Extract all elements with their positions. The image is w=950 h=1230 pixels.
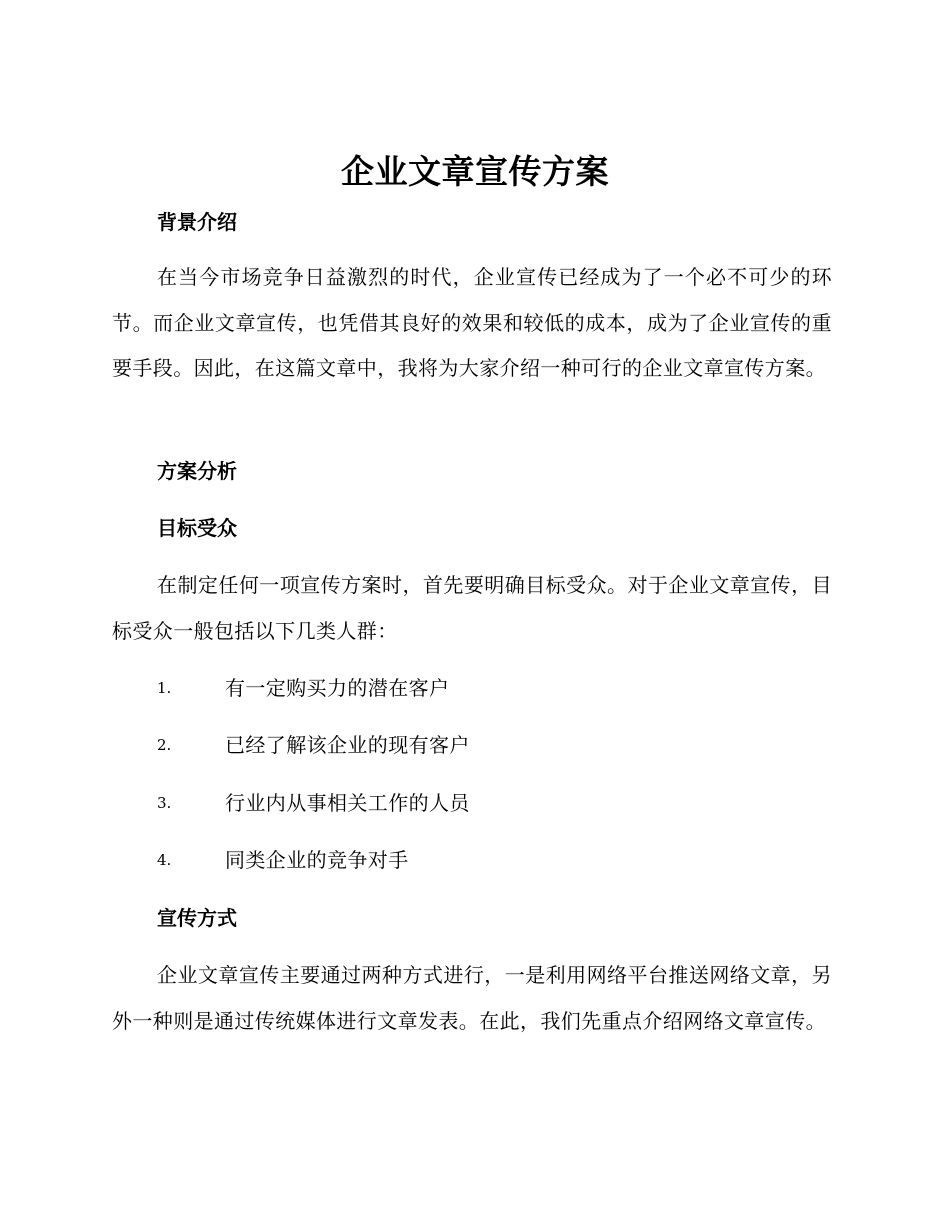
section-heading-background: 背景介绍: [157, 210, 237, 234]
list-item-text: 行业内从事相关工作的人员: [225, 791, 470, 815]
list-item-text: 有一定购买力的潜在客户: [225, 676, 450, 700]
list-item-number: 2.: [157, 736, 172, 754]
list-item: [157, 845, 837, 875]
section-heading-methods: 宣传方式: [157, 906, 237, 930]
section-heading-audience: 目标受众: [157, 516, 237, 540]
paragraph-background: 在当今市场竞争日益激烈的时代，企业宣传已经成为了一个必不可少的环节。而企业文章宣传，也凭借其良好的效果和较低的成本，成为了企业宣传的重要手段。因此，在这篇文章中，我将为大家介绍一种可行的企业文章宣传方案。: [112, 265, 832, 380]
list-item: [157, 673, 837, 703]
paragraph-audience: 在制定任何一项宣传方案时，首先要明确目标受众。对于企业文章宣传，目标受众一般包括以下几类人群：: [112, 573, 832, 643]
list-item-number: 3.: [157, 794, 172, 812]
list-item-text: 已经了解该企业的现有客户: [225, 733, 470, 757]
paragraph-methods: 企业文章宣传主要通过两种方式进行，一是利用网络平台推送网络文章，另外一种则是通过传统媒体进行文章发表。在此，我们先重点介绍网络文章宣传。: [112, 963, 832, 1033]
document-title: 企业文章宣传方案: [341, 152, 609, 191]
list-item-text: 同类企业的竞争对手: [225, 848, 409, 872]
list-item-number: 1.: [157, 679, 172, 697]
list-item: [157, 788, 837, 818]
list-item: [157, 730, 837, 760]
list-item-number: 4.: [157, 851, 172, 869]
section-heading-analysis: 方案分析: [157, 459, 237, 483]
